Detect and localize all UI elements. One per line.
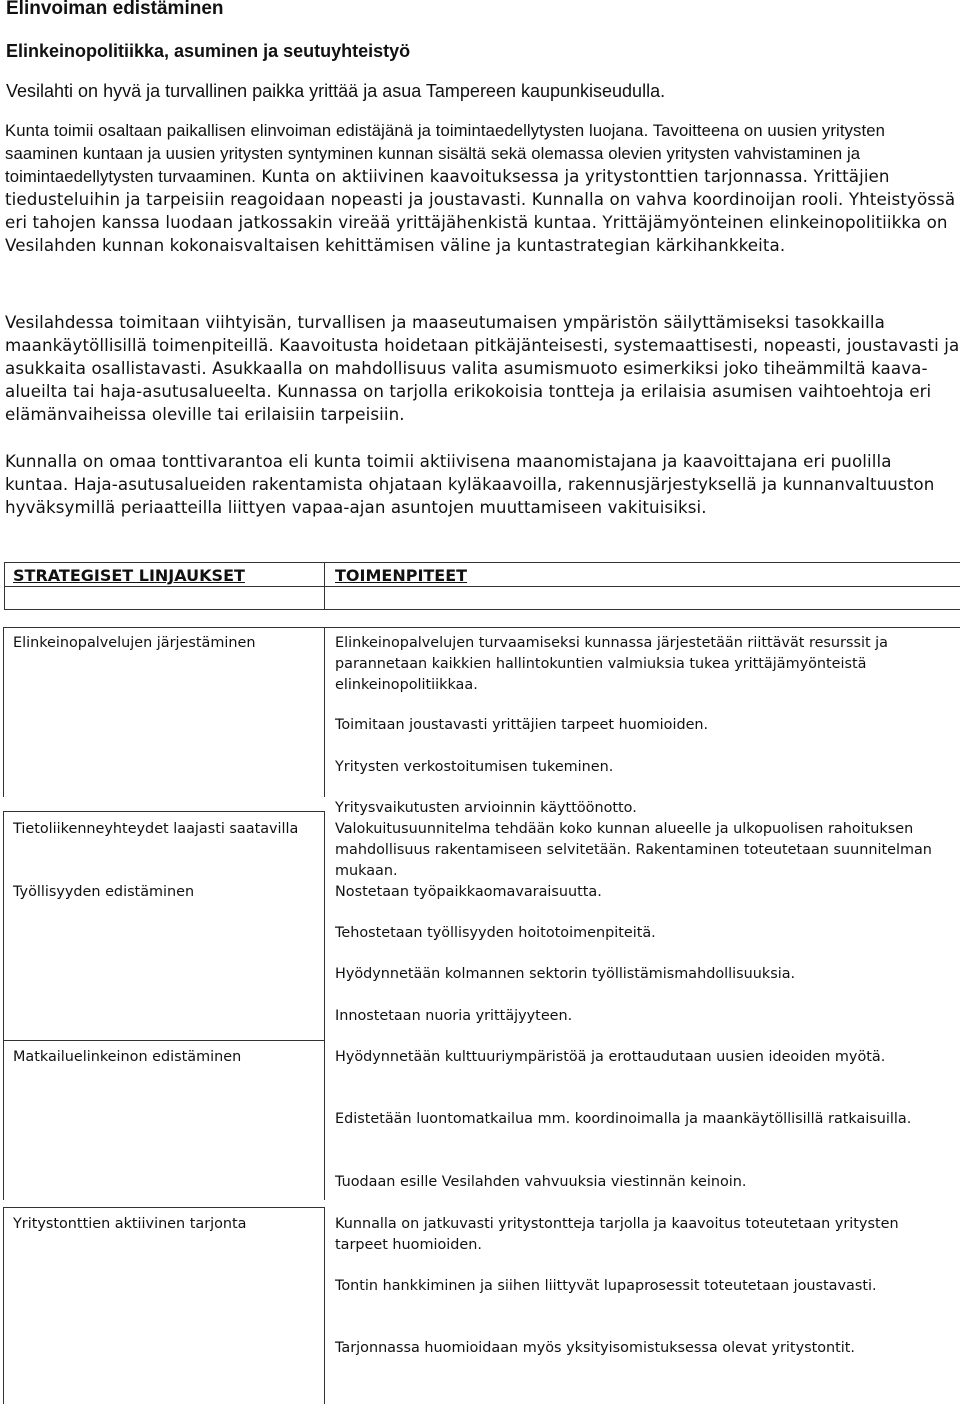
box-top: [3, 1040, 325, 1041]
strategy-item: Tietoliikenneyhteydet laajasti saatavilla: [13, 821, 299, 837]
header-actions: TOIMENPITEET: [335, 566, 468, 585]
action-item: Yritysvaikutusten arvioinnin käyttöönotto.: [335, 800, 637, 816]
section-heading: Elinkeinopolitiikka, asuminen ja seutuyhteistyö: [6, 41, 411, 61]
strategy-item: Elinkeinopalvelujen järjestäminen: [13, 635, 256, 651]
action-item: Kunnalla on jatkuvasti yritystontteja tarjolla ja kaavoitus toteutetaan yritysten tarpeet huomioiden.: [335, 1216, 899, 1253]
paragraph-tonttivaranto: Kunnalla on omaa tonttivarantoa eli kunta toimii aktiivisena maanomistajana ja kaavoittajana eri puolilla kuntaa. Haja-asutusalueiden rakentamista ohjataan kyläkaavoilla, rakennusjärjestyksellä ja kunnanvaltuuston hyväksymillä periaatteilla liittyen vapaa-ajan asuntojen muuttamiseen vakituisiksi.: [5, 451, 935, 518]
action-item: Tehostetaan työllisyyden hoitotoimenpiteitä.: [335, 925, 656, 941]
action-item: Tontin hankkiminen ja siihen liittyvät lupaprosessit toteutetaan joustavasti.: [335, 1278, 877, 1294]
action-item: Toimitaan joustavasti yrittäjien tarpeet huomioiden.: [335, 717, 709, 733]
action-item: Tuodaan esille Vesilahden vahvuuksia viestinnän keinoin.: [335, 1174, 747, 1190]
box-top: [3, 627, 325, 628]
box-right: [324, 1207, 325, 1404]
box-right: [324, 811, 325, 1042]
strategy-item: Työllisyyden edistäminen: [13, 884, 195, 900]
actions-box-top: [324, 627, 960, 628]
action-item: Valokuitusuunnitelma tehdään koko kunnan alueelle ja ulkopuolisen rahoituksen mahdollisuus rakentamiseen selvitetään. Rakentaminen toteutetaan suunnitelman mukaan.: [335, 821, 932, 879]
strategy-item: Yritystonttien aktiivinen tarjonta: [13, 1216, 247, 1232]
table-column-divider: [324, 562, 325, 610]
action-item: Tarjonnassa huomioidaan myös yksityisomistuksessa olevat yritystontit.: [335, 1340, 856, 1356]
table-header-divider: [4, 586, 960, 587]
table-border-left: [4, 562, 5, 610]
page-title: Elinvoiman edistäminen: [6, 0, 224, 19]
action-item: Innostetaan nuoria yrittäjyyteen.: [335, 1008, 573, 1024]
box-left: [3, 627, 4, 797]
box-right: [324, 1040, 325, 1200]
paragraph-elinvoima-part1: Kunta toimii osaltaan paikallisen elinvoiman edistäjänä ja toimintaedellytysten luojana. Tavoitteena on uusien yritysten saaminen kuntaan ja uusien yritysten syntyminen kunnan sisältä sekä olemassa olevien yritysten vahvistaminen ja toimintaedellytysten turvaaminen.: [5, 121, 885, 187]
box-right: [324, 627, 325, 797]
box-left: [3, 811, 4, 1042]
action-item: Elinkeinopalvelujen turvaamiseksi kunnassa järjestetään riittävät resurssit ja parannetaan kaikkien hallintokuntien valmiuksia tukea yrittäjämyönteistä elinkeinopolitiikkaa.: [335, 635, 888, 693]
table-border-top: [4, 562, 960, 563]
box-left: [3, 1207, 4, 1404]
action-item: Yritysten verkostoitumisen tukeminen.: [335, 759, 614, 775]
box-top: [3, 1207, 325, 1208]
header-strategic-lines: STRATEGISET LINJAUKSET: [13, 566, 245, 585]
paragraph-elinvoima: [5, 119, 960, 258]
action-item: Nostetaan työpaikkaomavaraisuutta.: [335, 884, 602, 900]
paragraph-elinvoima-part2: Kunta on aktiivinen kaavoituksessa ja yritystonttien tarjonnassa. Yrittäjien tiedusteluihin ja tarpeisiin reagoidaan nopeasti ja joustavasti. Kunnalla on vahva koordinoijan rooli. Yhteistyössä eri tahojen kanssa luodaan jatkossakin vireää yrittäjähenkistä kuntaa. Yrittäjämyönteinen elinkeinopolitiikka on Vesilahden kunnan kokonaisvaltaisen kehittämisen väline ja kuntastrategian kärkihankkeita.: [5, 166, 956, 256]
action-item: Hyödynnetään kulttuuriympäristöä ja erottaudutaan uusien ideoiden myötä.: [335, 1049, 886, 1065]
table-spacer-divider: [4, 609, 960, 610]
intro-sentence: Vesilahti on hyvä ja turvallinen paikka yrittää ja asua Tampereen kaupunkiseudulla.: [6, 81, 666, 101]
box-top: [3, 811, 325, 812]
action-item: Edistetään luontomatkailua mm. koordinoimalla ja maankäytöllisillä ratkaisuilla.: [335, 1111, 912, 1127]
strategy-item: Matkailuelinkeinon edistäminen: [13, 1049, 242, 1065]
box-left: [3, 1040, 4, 1200]
paragraph-maankaytto: Vesilahdessa toimitaan viihtyisän, turvallisen ja maaseutumaisen ympäristön säilyttämiseksi tasokkailla maankäytöllisillä toimenpiteillä. Kaavoitusta hoidetaan pitkäjänteisesti, systemaattisesti, nopeasti, joustavasti ja asukkaita osallistavasti. Asukkaalla on mahdollisuus valita asumismuoto esimerkiksi joko tiheämmiltä kaava-alueilta tai haja-asutusalueelta. Kunnassa on tarjolla erikokoisia tontteja ja erilaisia asumisen vaihtoehtoja eri elämänvaiheissa oleville tai erilaisiin tarpeisiin.: [5, 312, 960, 425]
action-item: Hyödynnetään kolmannen sektorin työllistämismahdollisuuksia.: [335, 966, 796, 982]
